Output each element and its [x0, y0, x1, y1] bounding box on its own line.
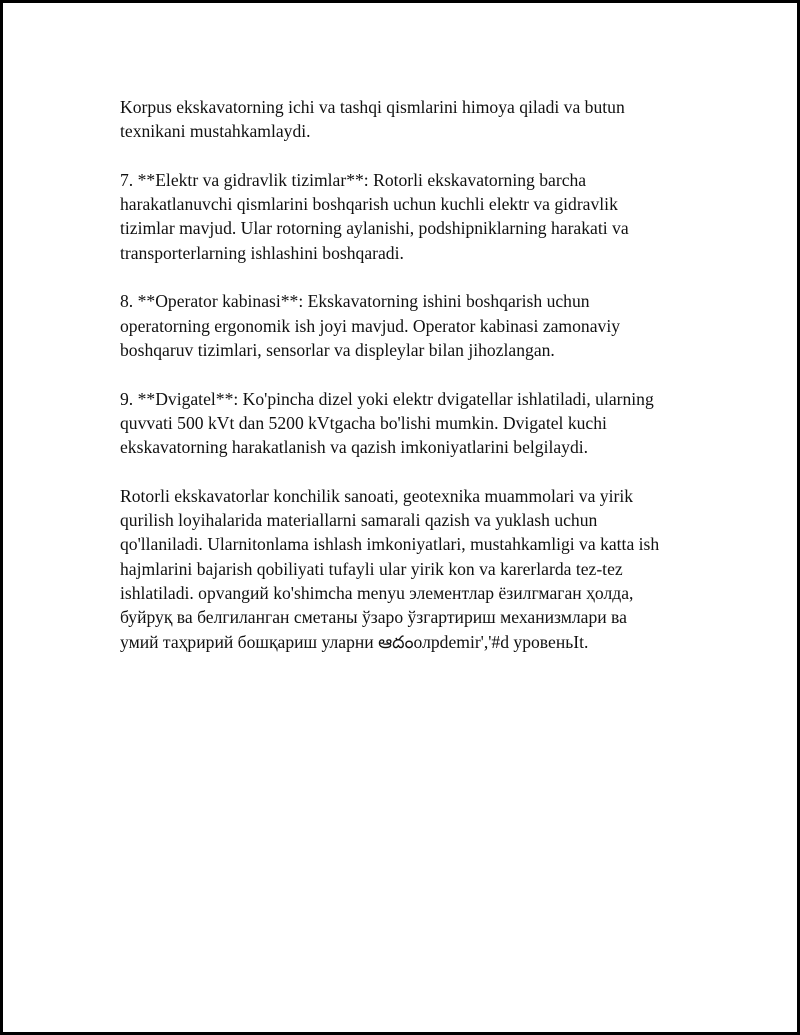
- text-line: умий таҳририй бошқариш уларни ఆదంолрdemir','#d уровеньIt.: [120, 631, 589, 652]
- text-line: 7. **Elektr va gidravlik tizimlar**: Rotorli ekskavatorning barcha: [120, 169, 587, 190]
- text-line: texnikani mustahkamlaydi.: [120, 121, 311, 142]
- text-line: Rotorli ekskavatorlar konchilik sanoati, geotexnika muammolari va yirik: [120, 485, 634, 506]
- text-line: ishlatiladi. opvangий ko'shimcha menyu элементлар ёзилгмаган ҳолда,: [120, 582, 634, 603]
- text-line: qurilish loyihalarida materiallarni samarali qazish va yuklash uchun: [120, 510, 598, 531]
- paragraph-operator-kabinasi: [120, 289, 700, 362]
- paragraph-conclusion: [120, 484, 700, 654]
- paragraph-elektr-gidravlik: [120, 168, 700, 265]
- text-line: 9. **Dvigatel**: Ko'pincha dizel yoki elektr dvigatellar ishlatiladi, ularning: [120, 388, 654, 409]
- text-line: 8. **Operator kabinasi**: Ekskavatorning ishini boshqarish uchun: [120, 291, 590, 312]
- paragraph-dvigatel: [120, 387, 700, 460]
- text-line: hajmlarini bajarish qobiliyati tufayli ular yirik kon va karerlarda tez-tez: [120, 558, 623, 579]
- paragraph-korpus: [120, 95, 700, 144]
- text-line: ekskavatorning harakatlanish va qazish imkoniyatlarini belgilaydi.: [120, 437, 589, 458]
- text-line: quvvati 500 kVt dan 5200 kVtgacha bo'lishi mumkin. Dvigatel kuchi: [120, 412, 607, 433]
- text-line: boshqaruv tizimlari, sensorlar va displeylar bilan jihozlangan.: [120, 339, 555, 360]
- text-line: tizimlar mavjud. Ular rotorning aylanishi, podshipniklarning harakati va: [120, 218, 629, 239]
- text-line: qo'llaniladi. Ularnitonlama ishlash imkoniyatlari, mustahkamligi va katta ish: [120, 534, 660, 555]
- text-line: transporterlarning ishlashini boshqaradi.: [120, 242, 404, 263]
- text-line: harakatlanuvchi qismlarini boshqarish uchun kuchli elektr va gidravlik: [120, 194, 618, 215]
- document-body: [120, 95, 700, 678]
- text-line: Korpus ekskavatorning ichi va tashqi qismlarini himoya qiladi va butun: [120, 97, 625, 117]
- text-line: operatorning ergonomik ish joyi mavjud. Operator kabinasi zamonaviy: [120, 315, 621, 336]
- text-line: буйруқ ва белгиланган сметаны ўзаро ўзгартириш механизмлари ва: [120, 607, 627, 628]
